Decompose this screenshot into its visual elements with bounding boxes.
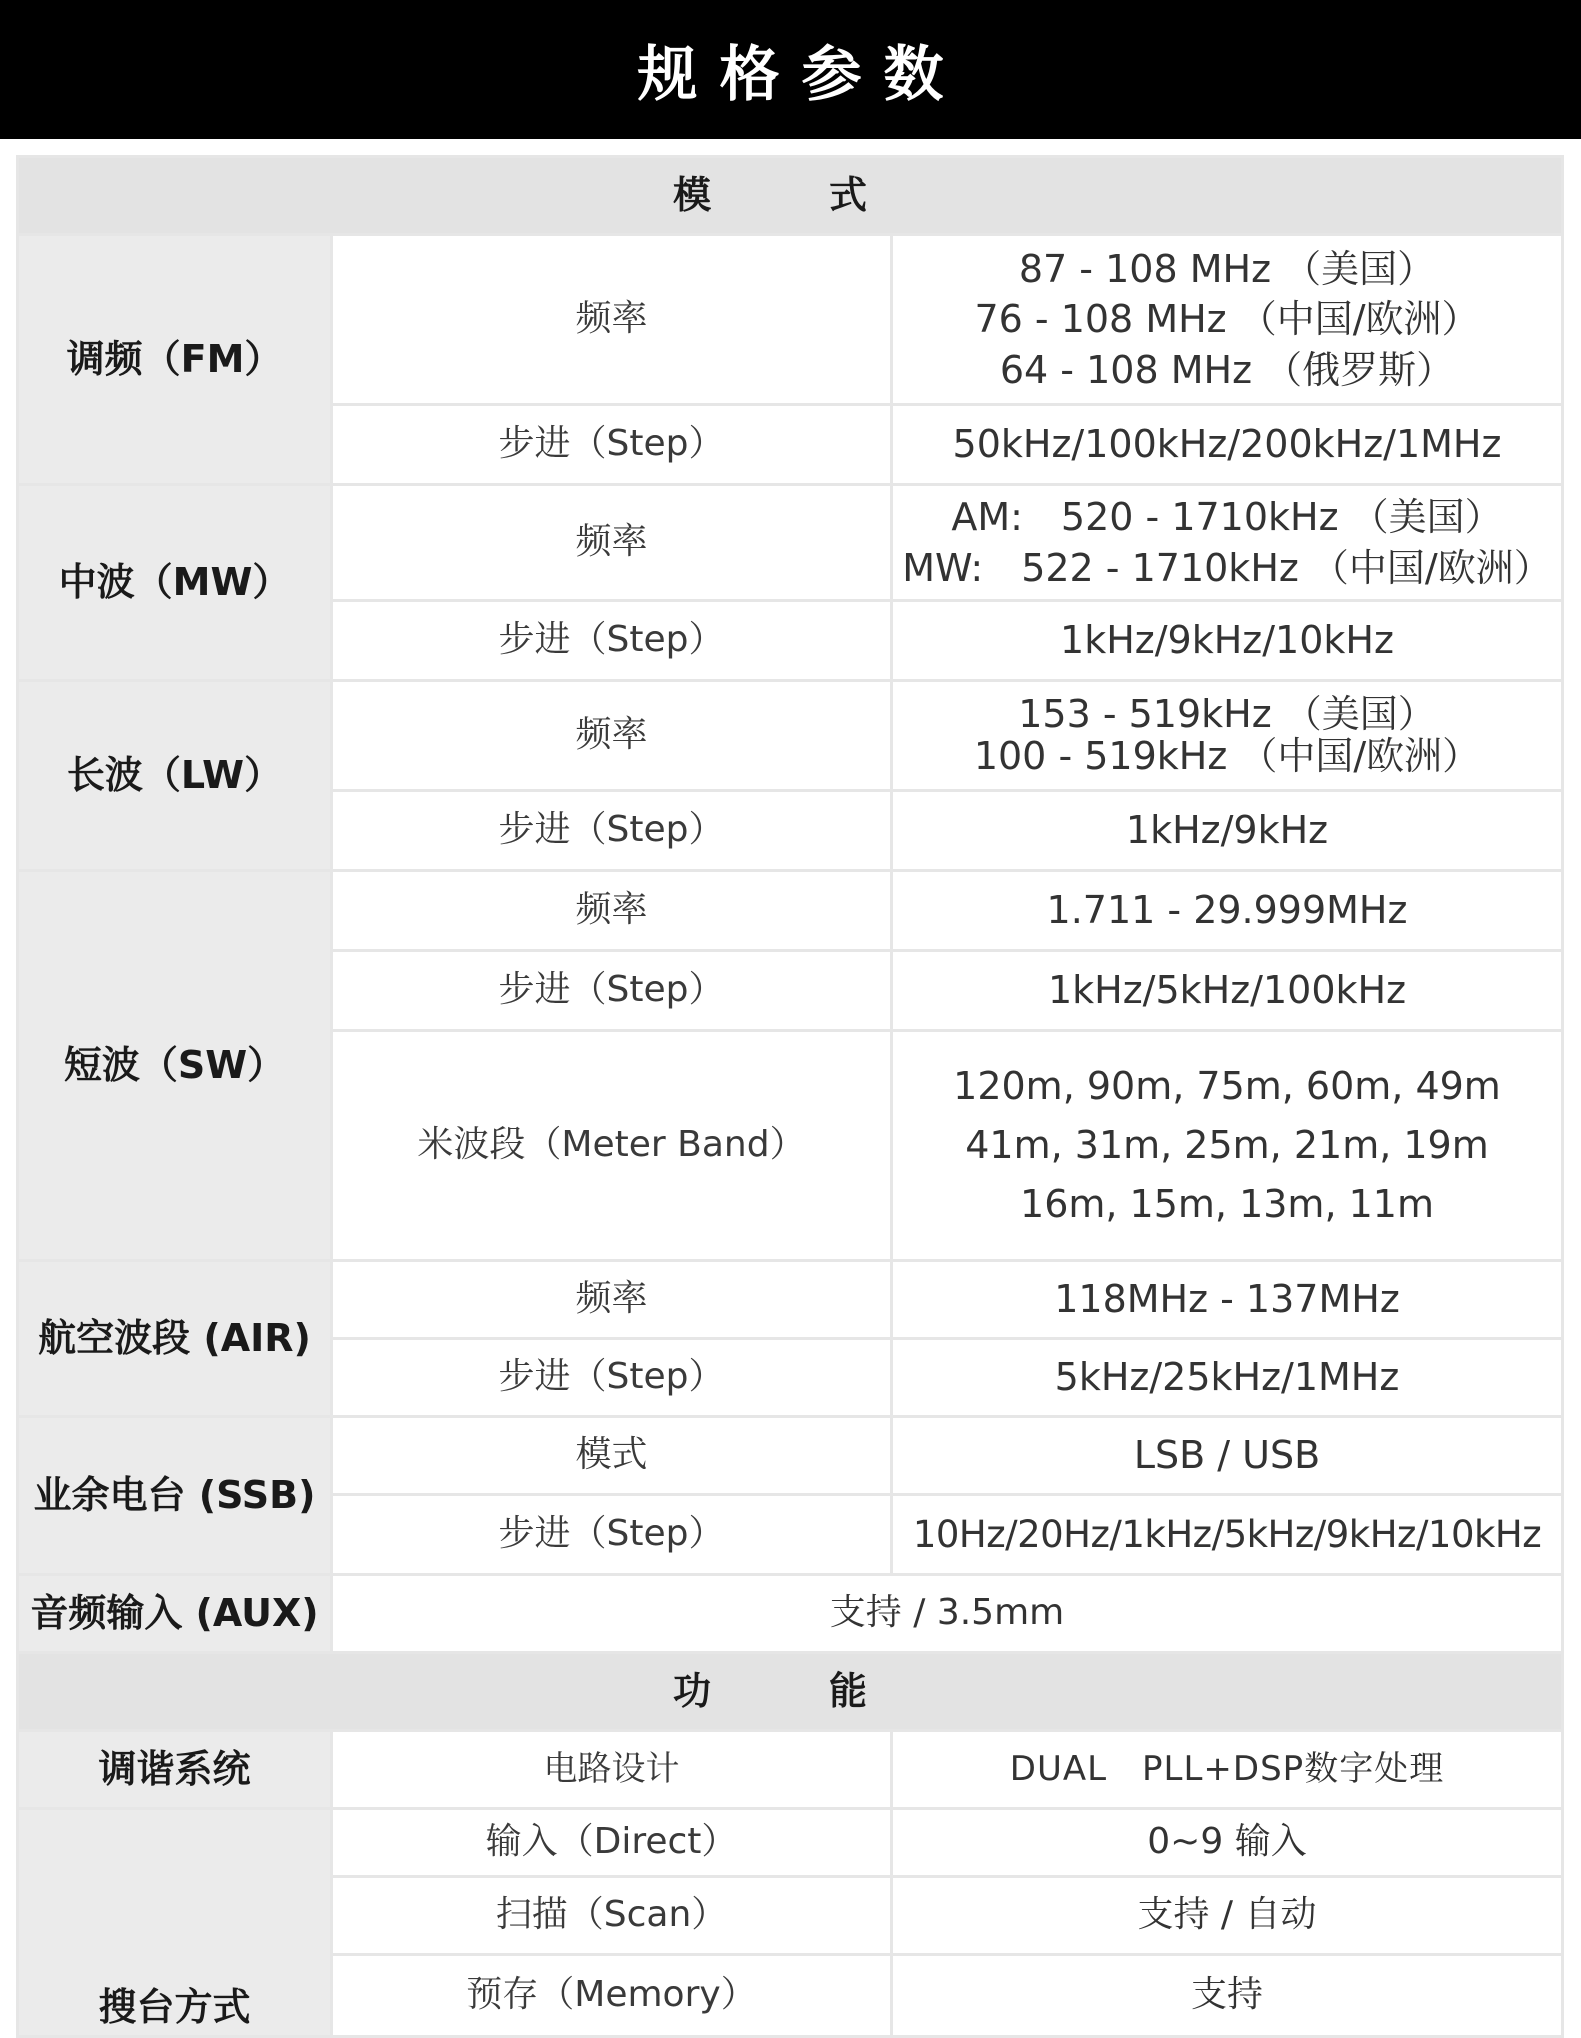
ssb-step-label: 步进（Step） [332,1495,892,1575]
mw-freq-am: AM: 520 - 1710kHz （美国） [951,495,1503,540]
mode-label-mw: 中波（MW） [18,485,332,681]
section-header-function: 功 能 [18,1653,1563,1731]
search-scan-value: 支持 / 自动 [892,1877,1563,1955]
aux-value: 支持 / 3.5mm [332,1575,1563,1653]
table-row-lw-freq [18,681,1563,791]
table-row-aux [18,1575,1563,1653]
air-step-label: 步进（Step） [332,1339,892,1417]
sw-step-label: 步进（Step） [332,951,892,1031]
fm-freq-us: 87 - 108 MHz （美国） [1018,247,1436,292]
table-row-sw-freq [18,871,1563,951]
spec-table [16,155,1564,2038]
search-label-text: 搜台方式 [98,1984,251,2029]
air-step-value: 5kHz/25kHz/1MHz [892,1339,1563,1417]
section-row-function [18,1653,1563,1731]
mode-label-sw: 短波（SW） [18,871,332,1261]
mode-label-tuning: 调谐系统 [18,1731,332,1809]
lw-freq-cn-eu: 100 - 519kHz （中国/欧洲） [973,733,1481,778]
table-row-search-direct [18,1809,1563,1877]
ssb-mode-label: 模式 [332,1417,892,1495]
section-row-mode [18,157,1563,235]
fm-step-value: 50kHz/100kHz/200kHz/1MHz [892,405,1563,485]
mw-step-value: 1kHz/9kHz/10kHz [892,601,1563,681]
table-row-tuning [18,1731,1563,1809]
lw-freq-label: 频率 [332,681,892,791]
table-row-air-freq [18,1261,1563,1339]
lw-step-label: 步进（Step） [332,791,892,871]
fm-freq-ru: 64 - 108 MHz （俄罗斯） [999,347,1455,392]
sw-band-line-3: 16m, 15m, 13m, 11m [1020,1181,1434,1226]
sw-band-line-2: 41m, 31m, 25m, 21m, 19m [965,1123,1489,1168]
section-header-mode: 模 式 [18,157,1563,235]
fm-freq-values [892,235,1563,405]
spec-table-wrapper [0,139,1581,2038]
sw-band-label: 米波段（Meter Band） [332,1031,892,1261]
table-row-mw-freq [18,485,1563,601]
mode-label-ssb: 业余电台 (SSB) [18,1417,332,1575]
fm-freq-cn-eu: 76 - 108 MHz （中国/欧洲） [974,297,1480,342]
mode-label-lw: 长波（LW） [18,681,332,871]
air-freq-label: 频率 [332,1261,892,1339]
mode-label-air: 航空波段 (AIR) [18,1261,332,1417]
sw-freq-label: 频率 [332,871,892,951]
search-scan-label: 扫描（Scan） [332,1877,892,1955]
mw-freq-values [892,485,1563,601]
search-memory-value: 支持 [892,1955,1563,2037]
mw-freq-mw: MW: 522 - 1710kHz （中国/欧洲） [902,545,1552,590]
fm-step-label: 步进（Step） [332,405,892,485]
mw-freq-label: 频率 [332,485,892,601]
search-direct-value: 0~9 输入 [892,1809,1563,1877]
mode-label-search [18,1809,332,2037]
search-memory-label: 预存（Memory） [332,1955,892,2037]
sw-step-value: 1kHz/5kHz/100kHz [892,951,1563,1031]
tuning-sub-label: 电路设计 [332,1731,892,1809]
lw-freq-us: 153 - 519kHz （美国） [1018,691,1436,736]
sw-freq-value: 1.711 - 29.999MHz [892,871,1563,951]
mode-label-aux: 音频输入 (AUX) [18,1575,332,1653]
table-row-ssb-mode [18,1417,1563,1495]
mw-step-label: 步进（Step） [332,601,892,681]
mode-label-fm: 调频（FM） [18,235,332,485]
table-row-fm-freq [18,235,1563,405]
sw-band-line-1: 120m, 90m, 75m, 60m, 49m [953,1064,1501,1109]
lw-step-value: 1kHz/9kHz [892,791,1563,871]
tuning-value: DUAL PLL+DSP数字处理 [892,1731,1563,1809]
page-title: 规格参数 [0,0,1581,139]
ssb-mode-value: LSB / USB [892,1417,1563,1495]
lw-freq-values [892,681,1563,791]
sw-band-values [892,1031,1563,1261]
search-direct-label: 输入（Direct） [332,1809,892,1877]
air-freq-value: 118MHz - 137MHz [892,1261,1563,1339]
ssb-step-value: 10Hz/20Hz/1kHz/5kHz/9kHz/10kHz [892,1495,1563,1575]
fm-freq-label: 频率 [332,235,892,405]
